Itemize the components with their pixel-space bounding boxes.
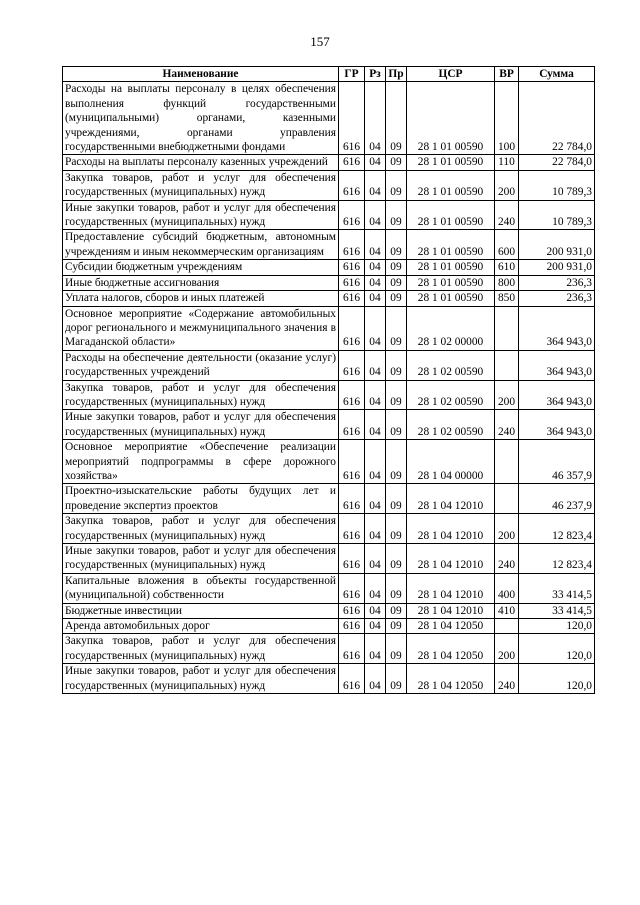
cell-name: Закупка товаров, работ и услуг для обеспечения государственных (муниципальных) нужд (63, 514, 339, 544)
budget-table (62, 66, 595, 694)
cell-gr: 616 (339, 291, 365, 306)
cell-pr: 09 (386, 82, 407, 155)
cell-csr: 28 1 01 00590 (407, 275, 495, 290)
table-row (63, 306, 595, 350)
cell-gr: 616 (339, 200, 365, 230)
cell-csr: 28 1 01 00590 (407, 82, 495, 155)
cell-pr: 09 (386, 619, 407, 634)
cell-gr: 616 (339, 573, 365, 603)
table-row (63, 634, 595, 664)
cell-csr: 28 1 04 12010 (407, 484, 495, 514)
cell-csr: 28 1 04 12050 (407, 619, 495, 634)
cell-rz: 04 (365, 573, 386, 603)
table-row (63, 440, 595, 484)
cell-gr: 616 (339, 410, 365, 440)
cell-rz: 04 (365, 82, 386, 155)
cell-pr: 09 (386, 155, 407, 170)
table-row (63, 350, 595, 380)
cell-sum: 364 943,0 (519, 410, 595, 440)
cell-name: Иные закупки товаров, работ и услуг для обеспечения государственных (муниципальных) нужд (63, 200, 339, 230)
cell-csr: 28 1 01 00590 (407, 230, 495, 260)
cell-pr: 09 (386, 275, 407, 290)
cell-sum: 236,3 (519, 291, 595, 306)
cell-sum: 12 823,4 (519, 544, 595, 574)
cell-vr: 850 (495, 291, 519, 306)
cell-rz: 04 (365, 484, 386, 514)
cell-pr: 09 (386, 230, 407, 260)
cell-vr: 240 (495, 664, 519, 694)
cell-rz: 04 (365, 544, 386, 574)
cell-vr: 200 (495, 634, 519, 664)
table-row (63, 573, 595, 603)
cell-rz: 04 (365, 170, 386, 200)
cell-name: Иные закупки товаров, работ и услуг для обеспечения государственных (муниципальных) нужд (63, 664, 339, 694)
cell-pr: 09 (386, 306, 407, 350)
cell-gr: 616 (339, 230, 365, 260)
cell-vr (495, 306, 519, 350)
cell-vr (495, 350, 519, 380)
cell-pr: 09 (386, 484, 407, 514)
cell-sum: 120,0 (519, 634, 595, 664)
cell-csr: 28 1 04 12010 (407, 603, 495, 618)
cell-name: Иные закупки товаров, работ и услуг для обеспечения государственных (муниципальных) нужд (63, 410, 339, 440)
cell-name: Основное мероприятие «Обеспечение реализации мероприятий подпрограммы в сфере дорожного хозяйства» (63, 440, 339, 484)
cell-csr: 28 1 02 00000 (407, 306, 495, 350)
cell-gr: 616 (339, 306, 365, 350)
cell-rz: 04 (365, 380, 386, 410)
table-row (63, 664, 595, 694)
cell-sum: 364 943,0 (519, 380, 595, 410)
table-row (63, 82, 595, 155)
header-vr: ВР (495, 67, 519, 82)
cell-vr: 200 (495, 170, 519, 200)
cell-name: Субсидии бюджетным учреждениям (63, 260, 339, 275)
cell-pr: 09 (386, 664, 407, 694)
cell-pr: 09 (386, 380, 407, 410)
cell-sum: 364 943,0 (519, 306, 595, 350)
cell-rz: 04 (365, 155, 386, 170)
cell-gr: 616 (339, 82, 365, 155)
cell-gr: 616 (339, 544, 365, 574)
cell-csr: 28 1 02 00590 (407, 380, 495, 410)
cell-vr: 610 (495, 260, 519, 275)
cell-name: Основное мероприятие «Содержание автомобильных дорог регионального и межмуниципального значения в Магаданской области» (63, 306, 339, 350)
table-row (63, 514, 595, 544)
cell-csr: 28 1 02 00590 (407, 410, 495, 440)
table-row (63, 275, 595, 290)
table-row (63, 155, 595, 170)
cell-sum: 22 784,0 (519, 155, 595, 170)
cell-rz: 04 (365, 200, 386, 230)
cell-rz: 04 (365, 291, 386, 306)
cell-csr: 28 1 04 12050 (407, 664, 495, 694)
cell-gr: 616 (339, 484, 365, 514)
cell-pr: 09 (386, 200, 407, 230)
cell-vr: 110 (495, 155, 519, 170)
cell-vr (495, 484, 519, 514)
cell-csr: 28 1 01 00590 (407, 155, 495, 170)
cell-sum: 120,0 (519, 664, 595, 694)
cell-gr: 616 (339, 514, 365, 544)
cell-csr: 28 1 01 00590 (407, 200, 495, 230)
cell-sum: 10 789,3 (519, 170, 595, 200)
cell-sum: 33 414,5 (519, 573, 595, 603)
cell-sum: 22 784,0 (519, 82, 595, 155)
cell-rz: 04 (365, 440, 386, 484)
cell-csr: 28 1 02 00590 (407, 350, 495, 380)
cell-pr: 09 (386, 634, 407, 664)
cell-gr: 616 (339, 260, 365, 275)
cell-vr (495, 440, 519, 484)
cell-name: Расходы на выплаты персоналу в целях обеспечения выполнения функций государственными (муниципальными) органами, казенными учреждениями, органами управления государственными внебюджетными фондами (63, 82, 339, 155)
cell-rz: 04 (365, 260, 386, 275)
cell-gr: 616 (339, 350, 365, 380)
cell-sum: 46 357,9 (519, 440, 595, 484)
page-number: 157 (310, 34, 330, 49)
header-rz: Рз (365, 67, 386, 82)
cell-rz: 04 (365, 603, 386, 618)
cell-rz: 04 (365, 275, 386, 290)
table-row (63, 230, 595, 260)
cell-name: Проектно-изыскательские работы будущих лет и проведение экспертиз проектов (63, 484, 339, 514)
cell-vr: 240 (495, 410, 519, 440)
cell-vr: 240 (495, 544, 519, 574)
table-row (63, 170, 595, 200)
table-row (63, 410, 595, 440)
cell-pr: 09 (386, 291, 407, 306)
cell-csr: 28 1 04 00000 (407, 440, 495, 484)
cell-name: Закупка товаров, работ и услуг для обеспечения государственных (муниципальных) нужд (63, 634, 339, 664)
cell-name: Капитальные вложения в объекты государственной (муниципальной) собственности (63, 573, 339, 603)
table-row (63, 603, 595, 618)
cell-pr: 09 (386, 440, 407, 484)
cell-gr: 616 (339, 619, 365, 634)
cell-rz: 04 (365, 634, 386, 664)
cell-gr: 616 (339, 664, 365, 694)
cell-sum: 200 931,0 (519, 230, 595, 260)
cell-sum: 236,3 (519, 275, 595, 290)
cell-csr: 28 1 01 00590 (407, 260, 495, 275)
cell-vr: 400 (495, 573, 519, 603)
cell-rz: 04 (365, 664, 386, 694)
cell-sum: 46 237,9 (519, 484, 595, 514)
cell-sum: 364 943,0 (519, 350, 595, 380)
header-sum: Сумма (519, 67, 595, 82)
table-row (63, 619, 595, 634)
cell-pr: 09 (386, 603, 407, 618)
cell-name: Закупка товаров, работ и услуг для обеспечения государственных (муниципальных) нужд (63, 170, 339, 200)
table-header-row (63, 67, 595, 82)
cell-name: Предоставление субсидий бюджетным, автономным учреждениям и иным некоммерческим организациям (63, 230, 339, 260)
cell-sum: 33 414,5 (519, 603, 595, 618)
cell-gr: 616 (339, 170, 365, 200)
cell-pr: 09 (386, 350, 407, 380)
cell-pr: 09 (386, 170, 407, 200)
cell-vr: 100 (495, 82, 519, 155)
cell-gr: 616 (339, 380, 365, 410)
cell-name: Бюджетные инвестиции (63, 603, 339, 618)
table-row (63, 484, 595, 514)
cell-rz: 04 (365, 350, 386, 380)
cell-gr: 616 (339, 603, 365, 618)
cell-pr: 09 (386, 514, 407, 544)
cell-gr: 616 (339, 634, 365, 664)
table-body (63, 82, 595, 694)
cell-name: Аренда автомобильных дорог (63, 619, 339, 634)
cell-name: Иные закупки товаров, работ и услуг для обеспечения государственных (муниципальных) нужд (63, 544, 339, 574)
cell-csr: 28 1 04 12050 (407, 634, 495, 664)
table-row (63, 260, 595, 275)
cell-vr (495, 619, 519, 634)
cell-vr: 800 (495, 275, 519, 290)
cell-rz: 04 (365, 619, 386, 634)
table-row (63, 200, 595, 230)
cell-rz: 04 (365, 410, 386, 440)
header-csr: ЦСР (407, 67, 495, 82)
cell-sum: 10 789,3 (519, 200, 595, 230)
cell-name: Иные бюджетные ассигнования (63, 275, 339, 290)
cell-vr: 410 (495, 603, 519, 618)
cell-csr: 28 1 04 12010 (407, 514, 495, 544)
header-gr: ГР (339, 67, 365, 82)
cell-csr: 28 1 01 00590 (407, 170, 495, 200)
cell-csr: 28 1 04 12010 (407, 544, 495, 574)
cell-name: Расходы на выплаты персоналу казенных учреждений (63, 155, 339, 170)
cell-name: Закупка товаров, работ и услуг для обеспечения государственных (муниципальных) нужд (63, 380, 339, 410)
cell-vr: 600 (495, 230, 519, 260)
cell-gr: 616 (339, 440, 365, 484)
cell-vr: 200 (495, 514, 519, 544)
cell-csr: 28 1 01 00590 (407, 291, 495, 306)
cell-rz: 04 (365, 514, 386, 544)
cell-rz: 04 (365, 306, 386, 350)
table-row (63, 380, 595, 410)
cell-sum: 12 823,4 (519, 514, 595, 544)
cell-pr: 09 (386, 573, 407, 603)
cell-name: Уплата налогов, сборов и иных платежей (63, 291, 339, 306)
cell-rz: 04 (365, 230, 386, 260)
cell-gr: 616 (339, 155, 365, 170)
cell-pr: 09 (386, 260, 407, 275)
table-row (63, 291, 595, 306)
cell-pr: 09 (386, 544, 407, 574)
cell-name: Расходы на обеспечение деятельности (оказание услуг) государственных учреждений (63, 350, 339, 380)
cell-pr: 09 (386, 410, 407, 440)
cell-sum: 200 931,0 (519, 260, 595, 275)
cell-csr: 28 1 04 12010 (407, 573, 495, 603)
cell-vr: 240 (495, 200, 519, 230)
header-pr: Пр (386, 67, 407, 82)
cell-gr: 616 (339, 275, 365, 290)
table-row (63, 544, 595, 574)
cell-sum: 120,0 (519, 619, 595, 634)
header-name: Наименование (63, 67, 339, 82)
cell-vr: 200 (495, 380, 519, 410)
